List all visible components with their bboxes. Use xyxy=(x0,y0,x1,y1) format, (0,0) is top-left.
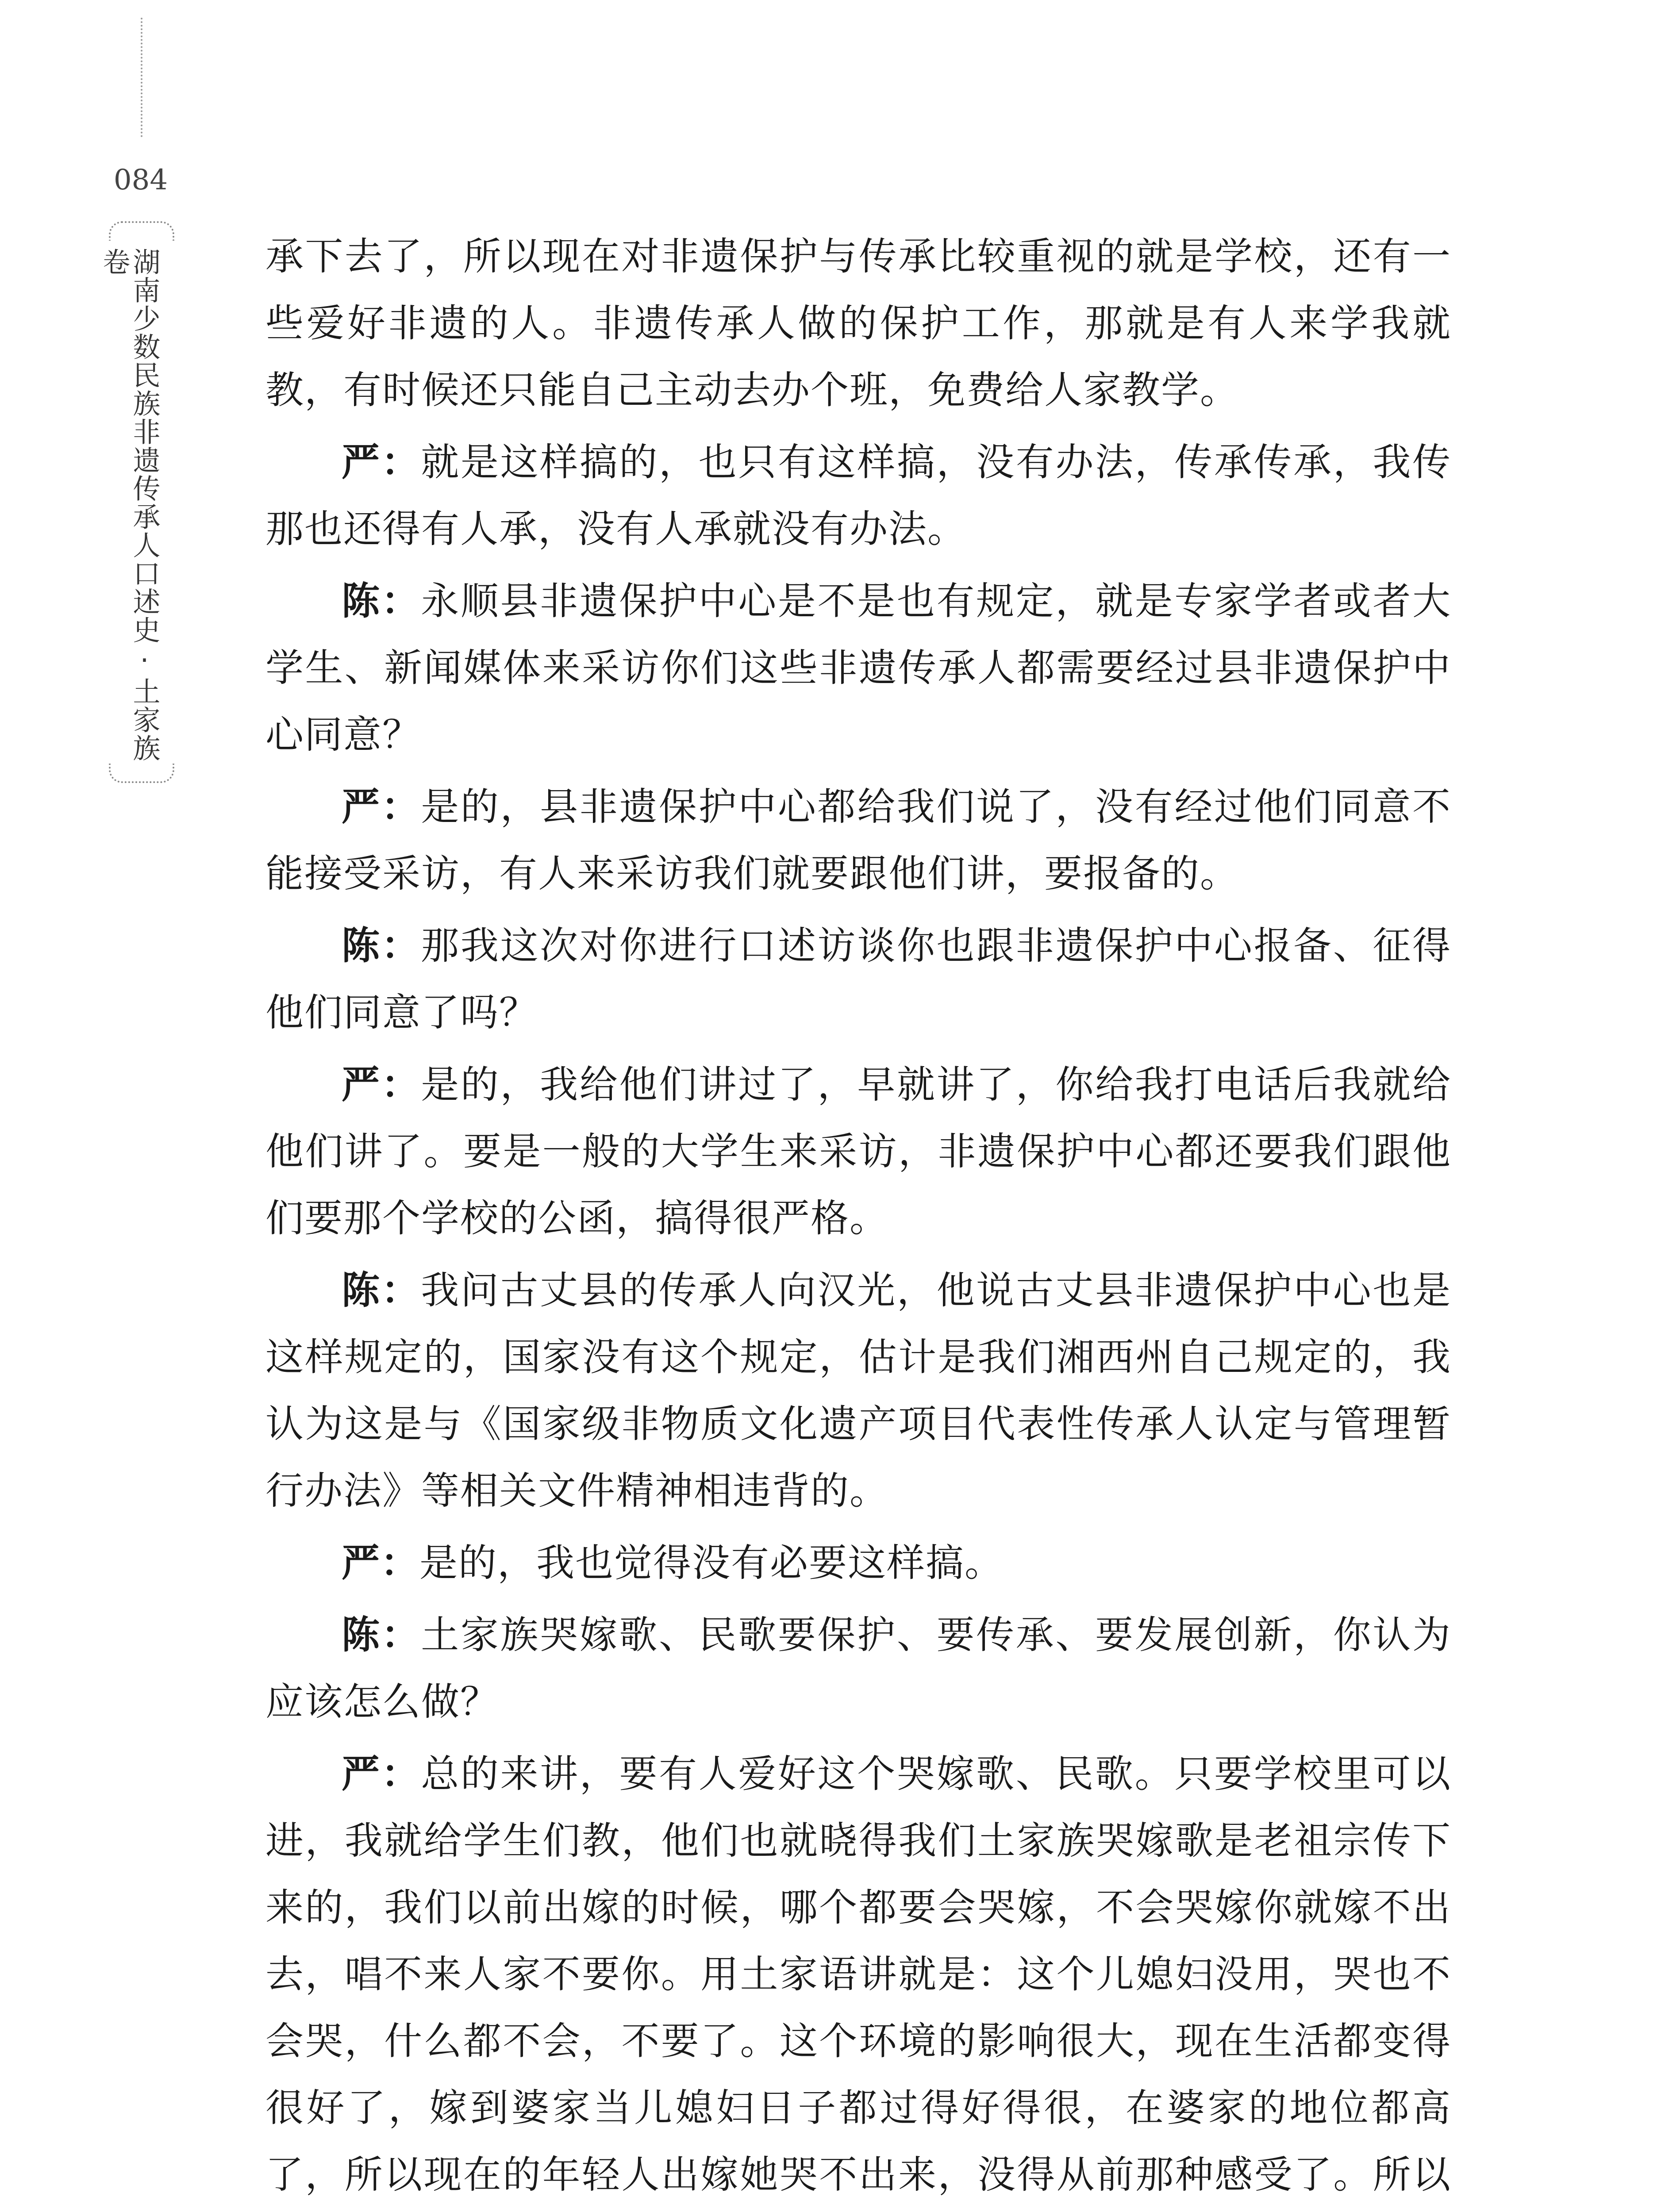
paragraph xyxy=(265,774,1451,907)
margin-rule xyxy=(141,18,142,137)
speaker-label: 严： xyxy=(342,1541,419,1585)
running-head-bracket-bottom xyxy=(109,764,174,783)
paragraph xyxy=(265,1530,1451,1597)
paragraph-text: 是的，我给他们讲过了，早就讲了，你给我打电话后我就给他们讲了。要是一般的大学生来采访，非遗保护中心都还要我们跟他们要那个学校的公函，搞得很严格。 xyxy=(265,1063,1452,1240)
paragraph-text: 我问古丈县的传承人向汉光，他说古丈县非遗保护中心也是这样规定的，国家没有这个规定，估计是我们湘西州自己规定的，我认为这是与《国家级非物质文化遗产项目代表性传承人认定与管理暂行办法》等相关文件精神相违背的。 xyxy=(265,1268,1452,1513)
speaker-label: 陈： xyxy=(342,924,421,968)
paragraph-text: 永顺县非遗保护中心是不是也有规定，就是专家学者或者大学生、新闻媒体来采访你们这些非遗传承人都需要经过县非遗保护中心同意？ xyxy=(265,579,1452,757)
running-head xyxy=(98,221,175,783)
running-head-bracket-top xyxy=(109,221,174,241)
paragraph xyxy=(265,429,1451,563)
speaker-label: 陈： xyxy=(342,1268,421,1313)
paragraph xyxy=(265,1741,1451,2212)
speaker-label: 陈： xyxy=(342,1613,421,1657)
paragraph-text: 是的，县非遗保护中心都给我们说了，没有经过他们同意不能接受采访，有人来采访我们就要跟他们讲，要报备的。 xyxy=(265,785,1452,896)
body-text xyxy=(265,223,1451,2212)
paragraph-text: 就是这样搞的，也只有这样搞，没有办法，传承传承，我传那也还得有人承，没有人承就没有办法。 xyxy=(265,440,1452,551)
paragraph xyxy=(265,1257,1451,1525)
paragraph xyxy=(265,568,1451,768)
speaker-label: 严： xyxy=(342,1752,421,1796)
running-head-title: 湖南少数民族非遗传承人口述史·土家族卷 xyxy=(98,248,161,762)
page-number: 084 xyxy=(113,164,168,196)
paragraph-text: 承下去了，所以现在对非遗保护与传承比较重视的就是学校，还有一些爱好非遗的人。非遗传承人做的保护工作，那就是有人来学我就教，有时候还只能自己主动去办个班，免费给人家教学。 xyxy=(265,234,1451,412)
speaker-label: 严： xyxy=(342,785,421,829)
paragraph-text: 是的，我也觉得没有必要这样搞。 xyxy=(419,1541,1004,1585)
speaker-label: 严： xyxy=(342,1063,421,1107)
paragraph xyxy=(265,1602,1451,1736)
paragraph xyxy=(265,1052,1451,1252)
paragraph xyxy=(265,223,1451,424)
speaker-label: 严： xyxy=(342,440,421,484)
paragraph-text: 总的来讲，要有人爱好这个哭嫁歌、民歌。只要学校里可以进，我就给学生们教，他们也就晓得我们土家族哭嫁歌是老祖宗传下来的，我们以前出嫁的时候，哪个都要会哭嫁，不会哭嫁你就嫁不出去，唱不来人家不要你。用土家语讲就是：这个儿媳妇没用，哭也不会哭，什么都不会，不要了。这个环境的影响很大，现在生活都变得很好了，嫁到婆家当儿媳妇日子都过得好得很，在婆家的地位都高了，所以现在的年轻人出嫁她哭不出来，没得从前那种感受了。所以 xyxy=(265,1752,1452,2197)
speaker-label: 陈： xyxy=(342,579,421,623)
paragraph-text: 土家族哭嫁歌、民歌要保护、要传承、要发展创新，你认为应该怎么做？ xyxy=(265,1613,1452,1724)
paragraph-text: 那我这次对你进行口述访谈你也跟非遗保护中心报备、征得他们同意了吗？ xyxy=(265,924,1452,1035)
paragraph xyxy=(265,913,1451,1046)
